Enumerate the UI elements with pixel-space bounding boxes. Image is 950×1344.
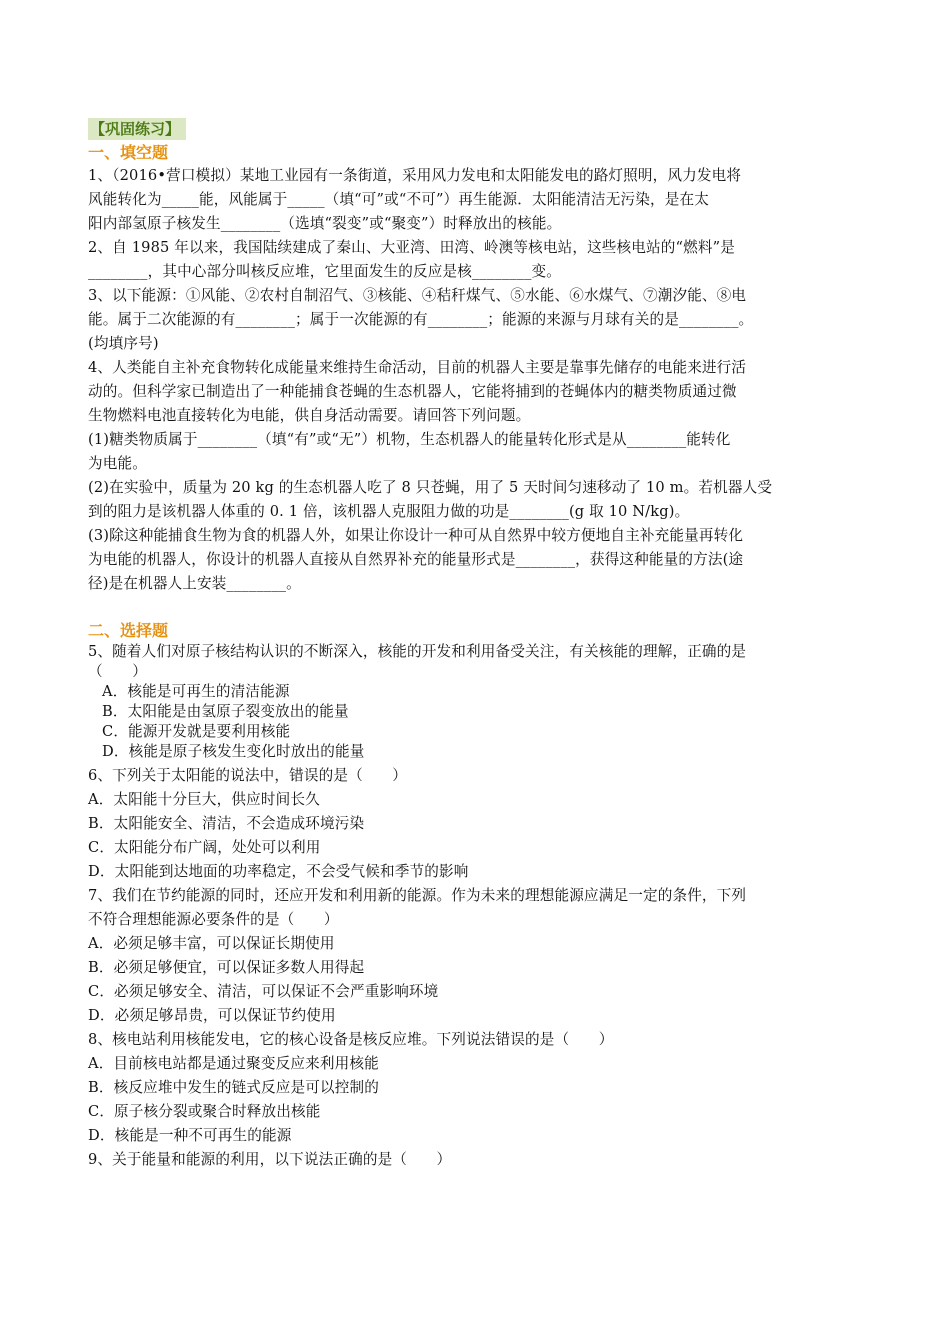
text-line: 8、核电站利用核能发电，它的核心设备是核反应堆。下列说法错误的是（ ） [88, 1031, 614, 1048]
practice-header [88, 118, 868, 140]
text-line: 风能转化为_____能，风能属于_____（填“可”或“不可”）再生能源．太阳能清洁无污染，是在太 [88, 191, 709, 208]
text-line: 到的阻力是该机器人体重的 0. 1 倍，该机器人克服阻力做的功是________(g 取 10 N/kg)。 [88, 503, 690, 520]
text-line: 1、（2016•营口模拟）某地工业园有一条街道，采用风力发电和太阳能发电的路灯照明，风力发电将 [88, 167, 742, 184]
section-fill-title: 一、填空题 [88, 143, 169, 162]
text-line: A．太阳能十分巨大，供应时间长久 [88, 791, 320, 808]
answer-bracket: （ ） [88, 663, 147, 680]
section-choice-title: 二、选择题 [88, 621, 169, 640]
text-line: 径)是在机器人上安装________。 [88, 575, 301, 592]
text-line: C．必须足够安全、清洁，可以保证不会严重影响环境 [88, 983, 439, 1000]
text-line: 能。属于二次能源的有________；属于一次能源的有________；能源的来源与月球有关的是________。 [88, 311, 754, 328]
text-line: A．必须足够丰富，可以保证长期使用 [88, 935, 335, 952]
fill-questions [88, 164, 868, 596]
text-line: 生物燃料电池直接转化为电能，供自身活动需要。请回答下列问题。 [88, 407, 531, 424]
text-line: 4、人类能自主补充食物转化成能量来维持生命活动，目前的机器人主要是靠事先储存的电能来进行活 [88, 359, 747, 376]
option: B．太阳能是由氢原子裂变放出的能量 [102, 703, 349, 720]
question-stem: 5、随着人们对原子核结构认识的不断深入，核能的开发和利用备受关注，有关核能的理解，正确的是 [88, 643, 747, 660]
text-line: A．目前核电站都是通过聚变反应来利用核能 [88, 1055, 379, 1072]
text-line: ________，其中心部分叫核反应堆，它里面发生的反应是核________变。 [88, 263, 562, 280]
text-line: C．原子核分裂或聚合时释放出核能 [88, 1103, 321, 1120]
text-line: B．核反应堆中发生的链式反应是可以控制的 [88, 1079, 380, 1096]
text-line: (2)在实验中，质量为 20 kg 的生态机器人吃了 8 只苍蝇，用了 5 天时间匀速移动了 10 m。若机器人受 [88, 479, 773, 496]
text-line: B．太阳能安全、清洁，不会造成环境污染 [88, 815, 365, 832]
practice-tag: 【巩固练习】 [88, 118, 186, 140]
text-line: D．太阳能到达地面的功率稳定，不会受气候和季节的影响 [88, 863, 469, 880]
worksheet-page [88, 118, 868, 1172]
text-line: D．必须足够昂贵，可以保证节约使用 [88, 1007, 336, 1024]
text-line: (3)除这种能捕食生物为食的机器人外，如果让你设计一种可从自然界中较方便地自主补充能量再转化 [88, 527, 744, 544]
text-line: 动的。但科学家已制造出了一种能捕食苍蝇的生态机器人，它能将捕到的苍蝇体内的糖类物质通过微 [88, 383, 737, 400]
text-line: 2、自 1985 年以来，我国陆续建成了秦山、大亚湾、田湾、岭澳等核电站，这些核电站的“燃料”是 [88, 239, 735, 256]
text-line: D．核能是一种不可再生的能源 [88, 1127, 292, 1144]
option: A．核能是可再生的清洁能源 [102, 683, 290, 700]
choice-questions [88, 764, 868, 1172]
text-line: B．必须足够便宜，可以保证多数人用得起 [88, 959, 365, 976]
text-line: 阳内部氢原子核发生________（选填“裂变”或“聚变”）时释放出的核能。 [88, 215, 562, 232]
text-line: (均填序号) [88, 335, 159, 352]
text-line: 9、关于能量和能源的利用，以下说法正确的是（ ） [88, 1151, 452, 1168]
text-line: 3、以下能源：①风能、②农村自制沼气、③核能、④秸秆煤气、⑤水能、⑥水煤气、⑦潮汐能、⑧电 [88, 287, 747, 304]
text-line: 不符合理想能源必要条件的是（ ） [88, 911, 339, 928]
text-line: 7、我们在节约能源的同时，还应开发和利用新的能源。作为未来的理想能源应满足一定的条件，下列 [88, 887, 747, 904]
question-5 [88, 642, 868, 762]
option: D．核能是原子核发生变化时放出的能量 [102, 743, 365, 760]
option: C．能源开发就是要利用核能 [102, 723, 291, 740]
text-line: 6、下列关于太阳能的说法中，错误的是（ ） [88, 767, 408, 784]
text-line: (1)糖类物质属于________（填“有”或“无”）机物，生态机器人的能量转化形式是从________能转化 [88, 431, 731, 448]
text-line: 为电能。 [88, 455, 147, 472]
text-line: 为电能的机器人，你设计的机器人直接从自然界补充的能量形式是________，获得这种能量的方法(途 [88, 551, 744, 568]
text-line: C．太阳能分布广阔，处处可以利用 [88, 839, 321, 856]
